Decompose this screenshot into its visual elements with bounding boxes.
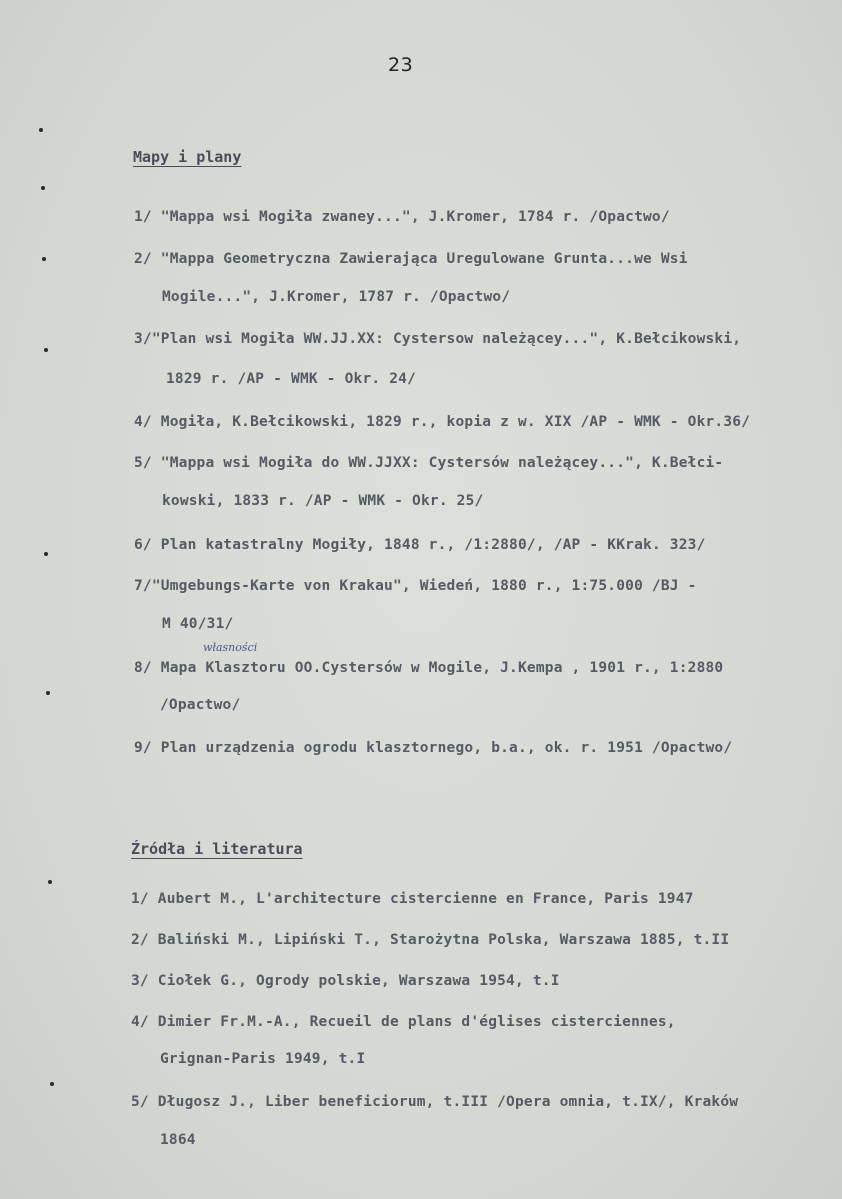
page-number: 23 [388, 54, 414, 76]
list-item: 5/ "Mappa wsi Mogiła do WW.JJXX: Cystersów należącey...", K.Bełci- [134, 455, 724, 471]
list-item: 5/ Długosz J., Liber beneficiorum, t.III /Opera omnia, t.IX/, Kraków [131, 1094, 739, 1110]
punch-dot [39, 128, 43, 132]
list-item: 6/ Plan katastralny Mogiły, 1848 r., /1:2880/, /AP - KKrak. 323/ [134, 537, 706, 553]
list-item: 2/ Baliński M., Lipiński T., Starożytna Polska, Warszawa 1885, t.II [131, 932, 730, 948]
punch-dot [42, 257, 46, 261]
punch-dot [44, 348, 48, 352]
list-item: 3/"Plan wsi Mogiła WW.JJ.XX: Cystersow należącey...", K.Bełcikowski, [134, 331, 742, 347]
list-item: M 40/31/ [162, 616, 234, 632]
punch-dot [41, 186, 45, 190]
list-item: 1/ "Mappa wsi Mogiła zwaney...", J.Kromer, 1784 r. /Opactwo/ [134, 209, 670, 225]
list-item: 1/ Aubert M., L'architecture cistercienne en France, Paris 1947 [131, 891, 694, 907]
list-item: 9/ Plan urządzenia ogrodu klasztornego, b.a., ok. r. 1951 /Opactwo/ [134, 740, 733, 756]
list-item: /Opactwo/ [160, 697, 241, 713]
punch-dot [44, 552, 48, 556]
list-item: Grignan-Paris 1949, t.I [160, 1051, 366, 1067]
handwritten-note: własności [203, 641, 258, 654]
list-item: 4/ Dimier Fr.M.-A., Recueil de plans d'églises cisterciennes, [131, 1014, 676, 1030]
list-item: 4/ Mogiła, K.Bełcikowski, 1829 r., kopia z w. XIX /AP - WMK - Okr.36/ [134, 414, 751, 430]
list-item: 2/ "Mappa Geometryczna Zawierająca Uregulowane Grunta...we Wsi [134, 251, 688, 267]
list-item: 8/ Mapa Klasztoru OO.Cystersów w Mogile, J.Kempa , 1901 r., 1:2880 [134, 660, 724, 676]
punch-dot [50, 1082, 54, 1086]
section-heading-sources: Źródła i literatura [131, 840, 303, 858]
list-item: 1829 r. /AP - WMK - Okr. 24/ [166, 371, 417, 387]
punch-dot [48, 880, 52, 884]
punch-dot [46, 691, 50, 695]
list-item: Mogile...", J.Kromer, 1787 r. /Opactwo/ [162, 289, 511, 305]
list-item: kowski, 1833 r. /AP - WMK - Okr. 25/ [162, 493, 484, 509]
section-heading-maps: Mapy i plany [133, 148, 242, 166]
list-item: 3/ Ciołek G., Ogrody polskie, Warszawa 1954, t.I [131, 973, 560, 989]
list-item: 1864 [160, 1132, 196, 1148]
list-item: 7/"Umgebungs-Karte von Krakau", Wiedeń, 1880 r., 1:75.000 /BJ - [134, 578, 697, 594]
